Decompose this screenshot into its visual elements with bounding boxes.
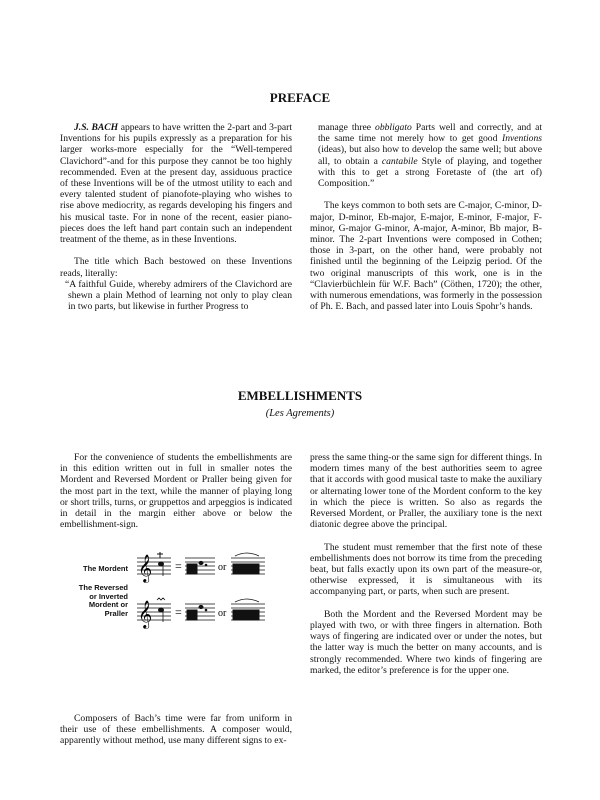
embellishments-subtitle: (Les Agrements)	[265, 408, 335, 419]
notes	[157, 552, 259, 622]
keys-paragraph: The keys common to both sets are C-major, C-minor, D-major, D-minor, Eb-major, E-major, E-minor, F-major, F-minor, G-major G-minor, A-major, A-minor, Bb major, B-minor. The 2-part Inventions were composed in Cothen; those in 3-part, on the other hand, were probably not finished until the beginning of the Leipzig period. Of the two original manuscripts of this work, one is in the “Clavierbüchlein für W.F. Bach” (Cöthen, 1720); the other, with numerous emendations, was formerly in the possession of Ph. E. Bach, and passed later into Louis Spohr’s hands.	[310, 200, 542, 313]
preface-title: PREFACE	[269, 90, 331, 105]
treble-clef-icon: 𝄞	[138, 600, 153, 628]
composers-paragraph: Composers of Bach’s time were far from uniform in their use of these embellishments. A composer would, apparently without method, use many different signs to ex-	[60, 713, 292, 747]
music-notation-figure	[135, 548, 295, 638]
text: cantabile	[381, 155, 418, 167]
treble-clef-icon: 𝄞	[138, 554, 153, 582]
label-reversed-mordent: The Reversed or Inverted Mordent or Praller	[78, 583, 128, 618]
embellishments-paragraph: Both the Mordent and the Reversed Mordent may be played with two, or with three fingers in alternation. Both ways of fingering are indicated over or under the notes, but the latter way is much the better on many accounts, and is strongly recommended. Where two kinds of fingering are marked, the editor’s preference is for the upper one.	[310, 608, 542, 676]
preface-paragraph: The title which Bach bestowed on these Inventions reads, literally:	[60, 256, 292, 279]
embellishments-title: EMBELLISHMENTS	[237, 388, 363, 403]
or-text: or	[218, 562, 227, 573]
embellishments-right-column	[310, 452, 542, 687]
text: Inventions	[502, 133, 542, 145]
text: Parts well and correctly, and at the same time not merely how to get good	[318, 122, 542, 145]
embellishments-paragraph: For the convenience of students the embellishments are in this edition written out in full in smaller notes the Mordent and Reversed Mordent or Praller being given for the most part in the text, while the manner of playing long or short trills, turns, or gruppettos and arpeggios is indicated in detail in the margin either above or below the embellishment-sign.	[60, 452, 292, 531]
or-text: or	[218, 608, 227, 619]
label-mordent: The Mordent	[83, 564, 128, 573]
equals-sign: =	[175, 559, 182, 573]
embellishments-paragraph: press the same thing-or the same sign for different things. In modern times many of the best authorities seem to agree that it accords with good musical taste to make the auxiliary or alternating lower tone of the Mordent conform to the key in which the piece is written. So also as regards the Reversed Mordent, or Praller, the auxiliary tone is the next diatonic degree above the principal.	[310, 452, 542, 531]
preface-right-column	[310, 122, 542, 324]
text: obbligato	[375, 122, 412, 133]
embellishments-left-column	[60, 452, 292, 542]
preface-left-column	[60, 122, 292, 312]
title-quote: “A faithful Guide, whereby admirers of the Clavichord are shewn a plain Method of learning not only to play clean in two parts, but likewise in further Progress to	[65, 278, 292, 313]
text: manage three	[318, 122, 376, 133]
text: (ideas), but also how to develop the same well; but above all, to obtain a	[318, 144, 542, 167]
text: Style of playing, and together with this to get a strong Foretaste of (the art of) Composition.”	[318, 155, 542, 190]
bach-name: J.S. BACH	[74, 122, 119, 133]
equals-sign: =	[175, 605, 182, 619]
embellishments-left-column-continued	[60, 713, 292, 758]
embellishments-paragraph: The student must remember that the first note of these embellishments does not borrow its time from the preceding beat, but falls exactly upon its own part of the measure-or, otherwise expressed, it is simultaneous with its accompanying part, or parts, when such are present.	[310, 541, 542, 598]
title-quote-continued	[310, 122, 542, 189]
preface-paragraph	[60, 122, 292, 245]
paragraph-text: appears to have written the 2-part and 3-part Inventions for his pupils expressly as a preparation for his larger works-more especially for the “Well-tempered Clavichord”-and for this purpose they cannot be too highly recommended. Even at the present day, assiduous practice of these Inventions will be of the utmost utility to each and every talented student of pianofote-playing who wishes to rise above mediocrity, as regards developing his fingers and his musical taste. For in none of the recent, easier piano-pieces does the left hand part contain such an independent treatment of the theme, as in these Inventions.	[60, 122, 292, 246]
